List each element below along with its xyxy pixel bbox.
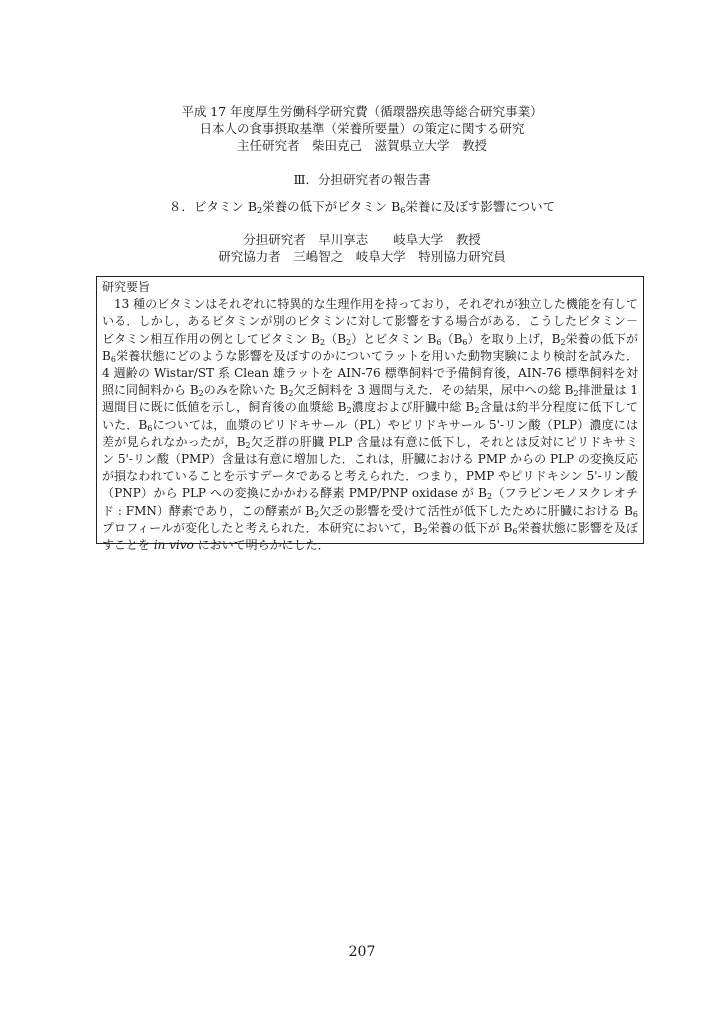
section-title: Ⅲ．分担研究者の報告書 bbox=[293, 172, 431, 187]
collaborator-line: 研究協力者 三嶋智之 岐阜大学 特別協力研究員 bbox=[218, 249, 506, 264]
abstract-heading: 研究要旨 bbox=[102, 280, 151, 294]
page-number: 207 bbox=[348, 944, 376, 960]
abstract-body: 13 種のビタミンはそれぞれに特異的な生理作用を持っており，それぞれが独立した機能を有している．しかし，あるビタミンが別のビタミンに対して影響をする場合がある．こうしたビタミン－ビタミン相互作用の例としてビタミン $B_2(B_2)$とビタミン $B_6(B_6)$を取り上げ，$B_2$栄養の低下が $B_6$栄養状態にどのような影響を及ぼすのかについてラットを用いた動物実験により検討を試みた．4 週齢の Wistar/ST 系 Clean 雄ラットを AIN-76 標準飼料で予備飼育後，AIN-76 標準飼料を対照に同飼料から $B_2$のみを除いた $B_2$欠乏飼料を 3 週間与えた．その結果，尿中への総 $B_2$排泄量は 1 週間目に既に低値を示し，飼育後の血漿総 $B_2$濃度および肝臓中総 $B_2$含量は約半分程度に低下していた．$B_6$については，血漿のピリドキサール（PL）やピリドキサール 5'-リン酸（PLP）濃度には差が見られなかったが，$B_2$欠乏群の肝臓 PLP 含量は有意に低下し，それとは反対にピリドキサミン 5'-リン酸（PMP）含量は有意に増加した．これは，肝臓における PMP からの PLP の変換反応が損なわれていることを示すデータであると考えられた．つまり，PMP やピリドキシン 5'-リン酸（PNP）から PLP への変換にかかわる酵素 PMP/PNP oxidase が $B_2$（フラビンモノヌクレオチド : FMN）酵素であり，この酵素が $B_2$欠乏の影響を受けて活性が低下したために肝臓における $B_6$プロフィールが変化したと考えられた．本研究において，$B_2$栄養の低下が $B_6$栄養状態に影響を及ぼすことを in vivo において明らかにした． bbox=[102, 297, 639, 553]
report-title: ８．ビタミン $B_2$栄養の低下がビタミン $B_6$栄養に及ぼす影響について bbox=[168, 199, 556, 215]
grant-line: 平成 17 年度厚生労働科学研究費（循環器疾患等総合研究事業） bbox=[181, 104, 543, 119]
chief-investigator: 主任研究者 柴田克己 滋賀県立大学 教授 bbox=[236, 138, 487, 153]
author-line: 分担研究者 早川享志 岐阜大学 教授 bbox=[243, 232, 481, 247]
project-title: 日本人の食事摂取基準（栄養所要量）の策定に関する研究 bbox=[199, 121, 525, 136]
abstract-box bbox=[96, 276, 644, 553]
